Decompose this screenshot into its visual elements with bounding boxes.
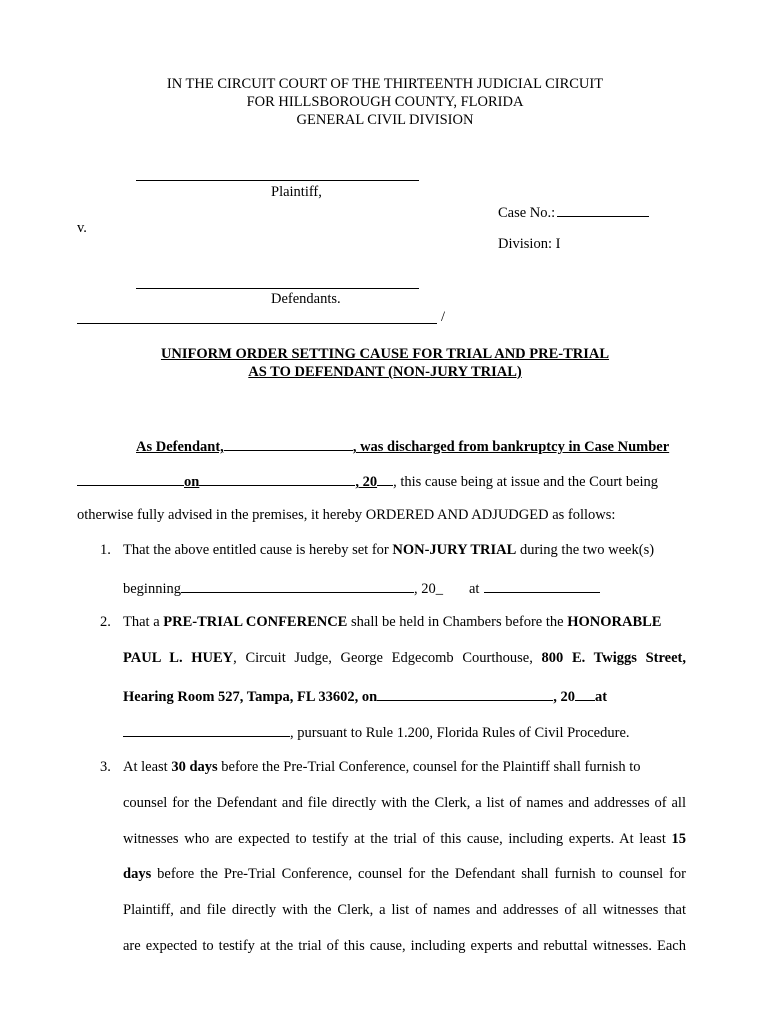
intro-line-2 (77, 471, 658, 491)
conference-year-blank[interactable] (575, 686, 595, 701)
item-3-number: 3. (100, 759, 111, 775)
item-3-l4-b: before the Pre-Trial Conference, counsel for the Defendant shall furnish to counsel for (151, 866, 686, 882)
bankruptcy-case-blank[interactable] (77, 471, 184, 486)
year-prefix-text: , 20 (355, 474, 378, 490)
thirty-days-text: 30 days (171, 759, 218, 775)
intro-line-3: otherwise fully advised in the premises, it hereby ORDERED AND ADJUDGED as follows: (77, 507, 616, 523)
conference-date-blank[interactable] (377, 686, 553, 701)
item-2-number: 2. (100, 614, 111, 630)
conference-time-blank[interactable] (123, 722, 290, 737)
order-title-line-2: AS TO DEFENDANT (NON-JURY TRIAL) (248, 364, 522, 380)
item-3-l1-c: before the Pre-Trial Conference, counsel for the Plaintiff shall furnish to (217, 759, 641, 775)
plaintiff-name-line[interactable] (136, 180, 419, 181)
trial-date-blank[interactable] (181, 578, 414, 593)
conference-year-text: , 20 (553, 689, 575, 705)
item-2-line-1 (123, 614, 661, 631)
trial-year-text: , 20_ (414, 581, 443, 597)
defendants-label: Defendants. (271, 291, 341, 307)
versus-label: v. (77, 220, 87, 236)
judge-name-text: PAUL L. HUEY (123, 650, 234, 666)
non-jury-trial-text: NON-JURY TRIAL (392, 542, 517, 558)
court-header-line-2: FOR HILLSBOROUGH COUNTY, FLORIDA (246, 94, 524, 110)
case-number-blank[interactable] (557, 202, 649, 217)
conference-at-text: at (594, 689, 608, 705)
item-1-line-2 (123, 578, 600, 598)
court-header-line-3: GENERAL CIVIL DIVISION (296, 112, 474, 128)
beginning-text: beginning (123, 581, 181, 597)
item-3-line-2: counsel for the Defendant and file directly with the Clerk, a list of names and addresses of all (123, 795, 686, 811)
case-no-label: Case No.: (498, 205, 556, 221)
item-2-text-a: That a (123, 614, 164, 630)
item-3-line-6: are expected to testify at the trial of this cause, including experts and rebuttal witnesses. Each (123, 938, 686, 954)
item-3-line-4 (123, 866, 686, 883)
item-3-l3-a: witnesses who are expected to testify at the trial of this cause, including experts. At least (123, 831, 672, 847)
case-number (498, 202, 649, 222)
trial-time-blank[interactable] (484, 578, 600, 593)
court-header-line-1: IN THE CIRCUIT COURT OF THE THIRTEENTH JUDICIAL CIRCUIT (166, 76, 604, 92)
discharge-year-blank[interactable] (377, 471, 393, 486)
item-2-line-4 (123, 722, 630, 742)
item-1-number: 1. (100, 542, 111, 558)
item-3-line-5: Plaintiff, and file directly with the Clerk, a list of names and addresses of all witnesses that (123, 902, 686, 918)
item-1-line-1 (123, 542, 654, 559)
pre-trial-conference-text: PRE-TRIAL CONFERENCE (163, 614, 348, 630)
item-1-text-b: during the two week(s) (516, 542, 655, 558)
division-label: Division: I (498, 236, 561, 252)
discharge-date-blank[interactable] (199, 471, 355, 486)
courthouse-text: , Circuit Judge, George Edgecomb Courthouse, (233, 650, 542, 666)
fifteen-text: 15 (671, 831, 686, 847)
item-2-text-b: shall be held in Chambers before the (347, 614, 568, 630)
item-3-line-3 (123, 831, 686, 848)
item-3-line-1 (123, 759, 640, 776)
as-defendant-text: As Defendant, (136, 439, 224, 455)
discharged-text: , was discharged from bankruptcy in Case Number (352, 439, 670, 455)
item-2-line-2 (123, 650, 686, 667)
honorable-text: HONORABLE (567, 614, 662, 630)
caption-slash: / (441, 309, 446, 325)
defendant-name-blank[interactable] (224, 436, 353, 451)
item-3-l1-a: At least (123, 759, 172, 775)
street-address-text: 800 E. Twiggs Street, (541, 650, 686, 666)
at-issue-text: , this cause being at issue and the Court being (393, 474, 659, 490)
days-text: days (123, 866, 152, 882)
at-text: at (469, 581, 480, 597)
hearing-room-text: Hearing Room 527, Tampa, FL 33602, on (123, 689, 378, 705)
defendant-name-line[interactable] (136, 288, 419, 289)
item-1-text-a: That the above entitled cause is hereby set for (123, 542, 393, 558)
intro-line-1 (136, 436, 669, 456)
rule-text: , pursuant to Rule 1.200, Florida Rules of Civil Procedure. (290, 725, 630, 741)
plaintiff-label: Plaintiff, (271, 184, 322, 200)
item-2-line-3 (123, 686, 607, 706)
order-title-line-1: UNIFORM ORDER SETTING CAUSE FOR TRIAL AND PRE-TRIAL (160, 346, 610, 362)
on-text: on (184, 474, 200, 490)
caption-close-line (77, 323, 437, 324)
